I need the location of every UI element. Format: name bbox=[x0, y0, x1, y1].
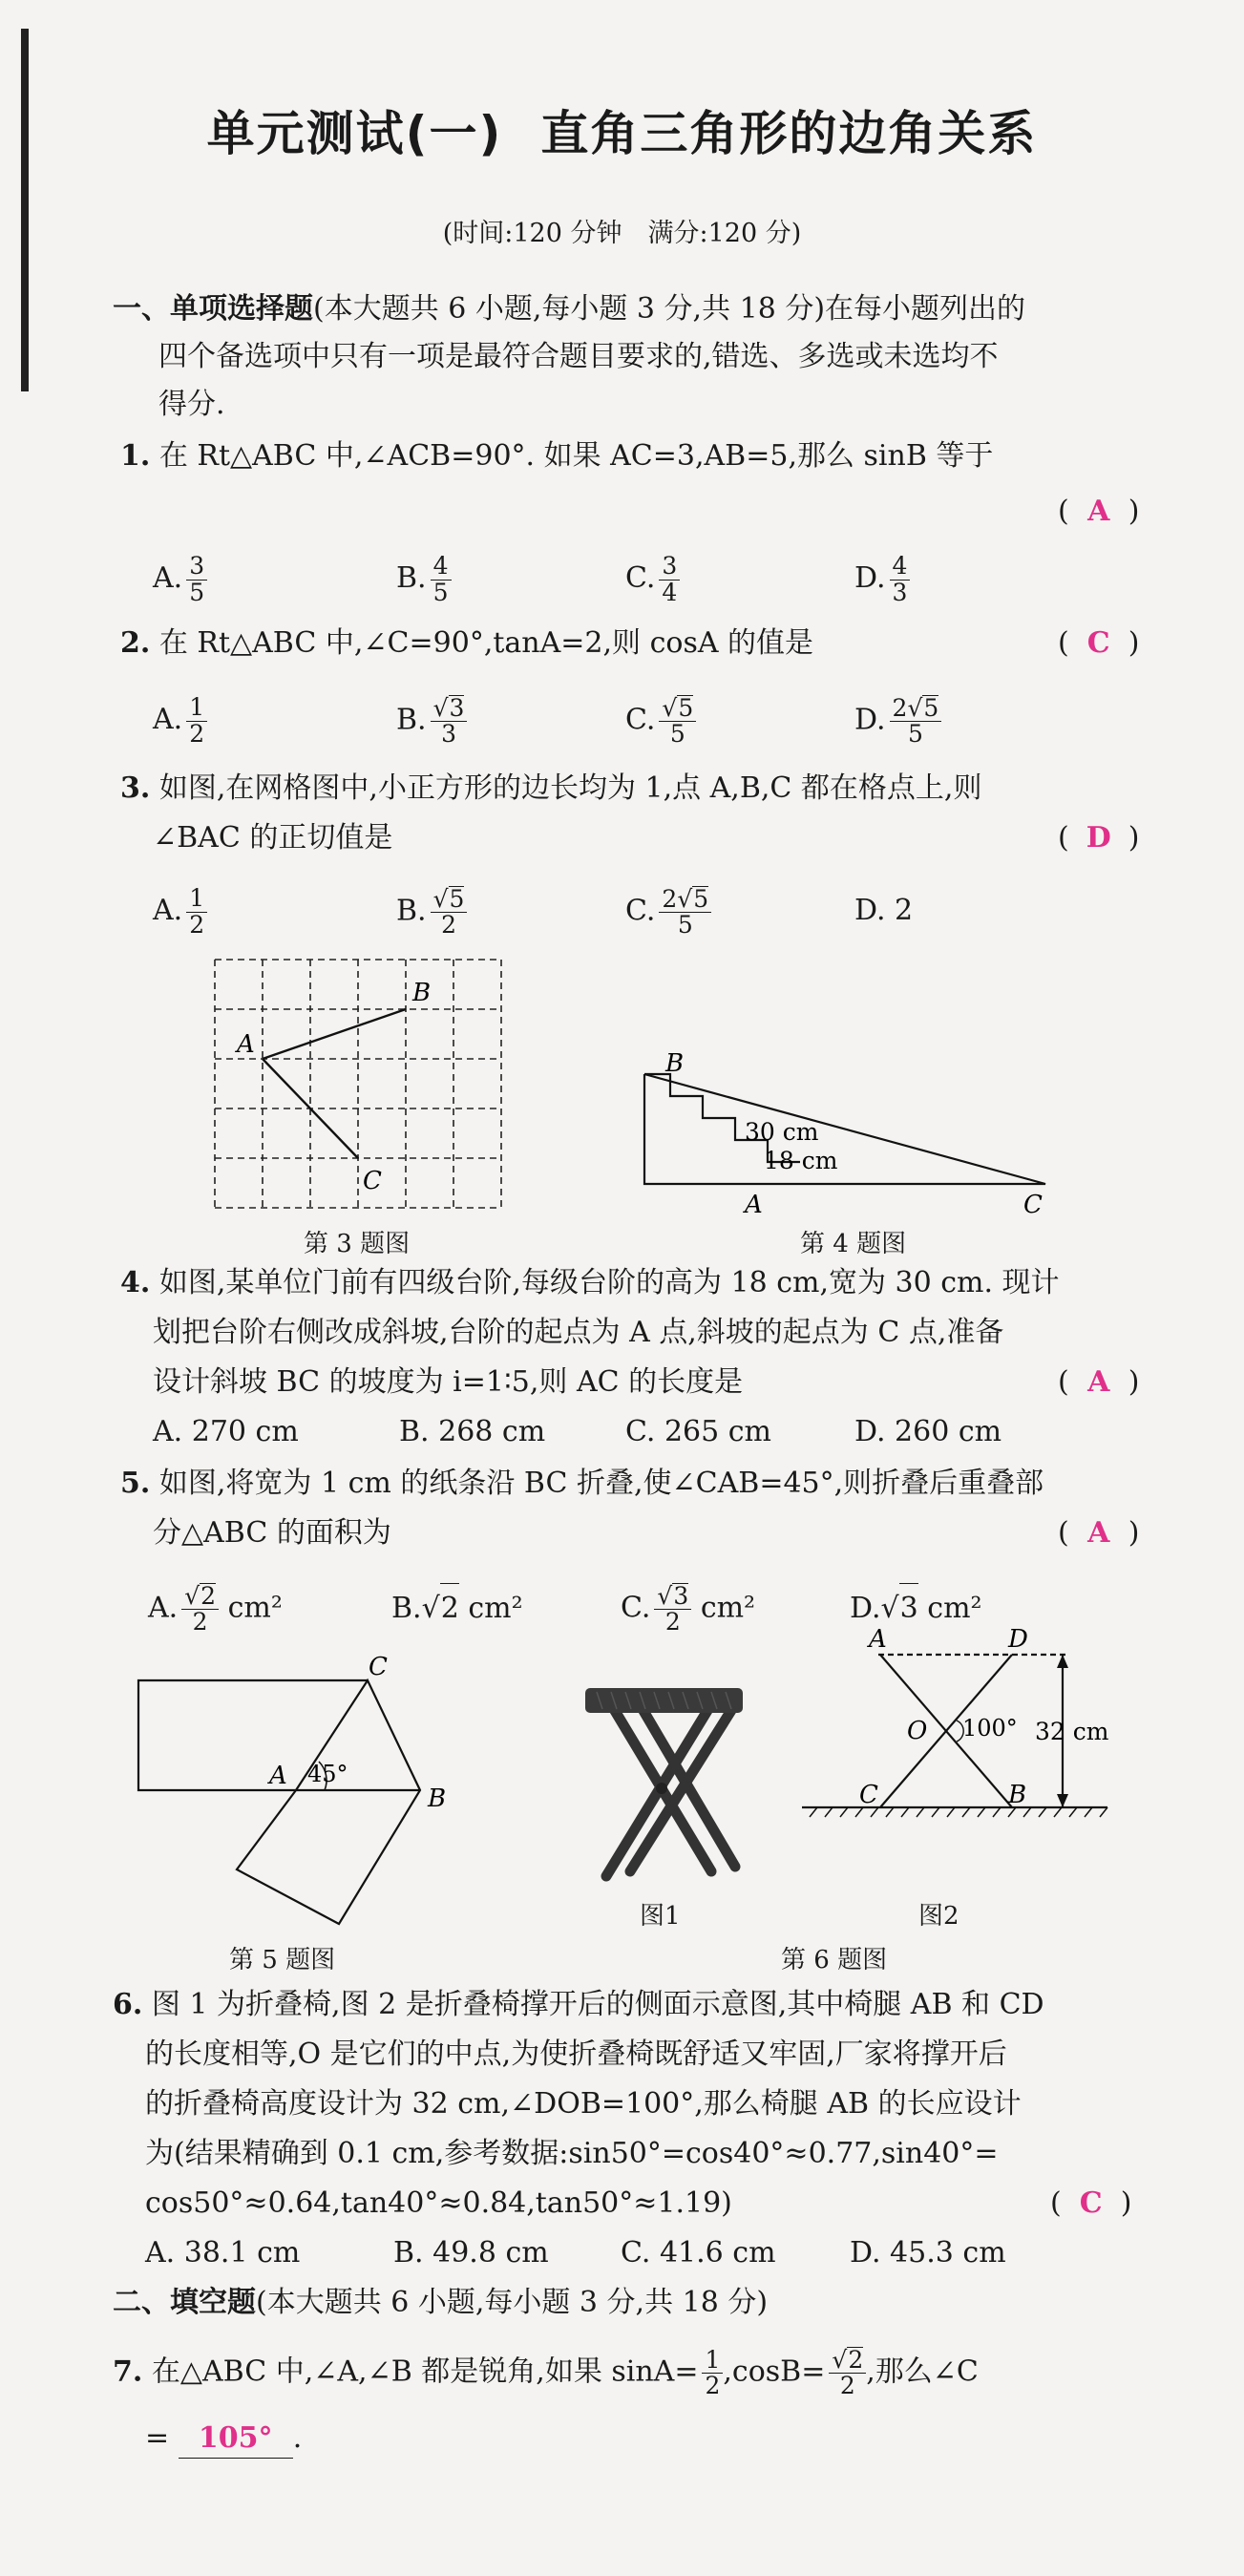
q3-option-c: C. $\frac{2√5}{5}$ bbox=[625, 886, 711, 939]
q4-text: 如图,某单位门前有四级台阶,每级台阶的高为 18 cm,宽为 30 cm. 现计 bbox=[158, 1266, 1060, 1299]
q5-number: 5. bbox=[120, 1467, 151, 1500]
fig3-label-a: A bbox=[237, 1030, 255, 1059]
fig4-label-b: B bbox=[665, 1049, 685, 1078]
page-title bbox=[0, 95, 1244, 164]
q6-option-c: C. 41.6 cm bbox=[621, 2236, 776, 2270]
q4-option-c: C. 265 cm bbox=[625, 1415, 772, 1448]
q6-stem-line1 bbox=[113, 1980, 1044, 2030]
q5-stem-line2: 分△ABC 的面积为 bbox=[153, 1516, 391, 1550]
q4-option-d: D. 260 cm bbox=[854, 1415, 1002, 1448]
q1-option-c: C. $\frac{3}{4}$ bbox=[625, 554, 680, 605]
q6-stem-line2: 的长度相等,O 是它们的中点,为使折叠椅既舒适又牢固,厂家将撑开后 bbox=[145, 2038, 1007, 2071]
q6-option-d: D. 45.3 cm bbox=[850, 2236, 1006, 2270]
fig6-caption: 第 6 题图 bbox=[781, 1946, 888, 1974]
fig4-height-label: 18 cm bbox=[764, 1147, 838, 1174]
fig3-label-c: C bbox=[363, 1167, 382, 1195]
q7-answer-blank: 105° bbox=[179, 2419, 293, 2459]
section2-heading: 二、填空题 bbox=[113, 2286, 256, 2319]
figure-4-steps bbox=[630, 1049, 1060, 1219]
q2-option-d: D. $\frac{2√5}{5}$ bbox=[854, 695, 941, 748]
figure-3-grid bbox=[210, 955, 516, 1213]
q4-option-b: B. 268 cm bbox=[399, 1415, 546, 1448]
q5-stem-line1 bbox=[120, 1459, 1044, 1509]
q5-option-c: C. $\frac{√3}{2}$ cm² bbox=[621, 1582, 756, 1636]
fig5-caption: 第 5 题图 bbox=[229, 1946, 336, 1974]
fig6-image2-caption: 图2 bbox=[918, 1902, 959, 1931]
section1-header bbox=[113, 285, 1025, 334]
fig5-label-c: C bbox=[369, 1653, 388, 1681]
q1-answer-value: A bbox=[1087, 495, 1110, 528]
q1-stem bbox=[120, 432, 993, 481]
fig5-angle: 45° bbox=[307, 1761, 348, 1787]
q3-answer-value: D bbox=[1086, 821, 1111, 855]
q5-option-a: A. $\frac{√2}{2}$ cm² bbox=[148, 1582, 283, 1636]
figure-6-schematic bbox=[792, 1625, 1109, 1862]
q4-option-a: A. 270 cm bbox=[153, 1415, 299, 1448]
q3-stem-line2: ∠BAC 的正切值是 bbox=[153, 821, 393, 855]
q6-option-b: B. 49.8 cm bbox=[393, 2236, 549, 2270]
folding-chair-photo bbox=[568, 1680, 759, 1900]
q6-option-a: A. 38.1 cm bbox=[145, 2236, 301, 2270]
q2-number: 2. bbox=[120, 626, 151, 660]
fig6-height: 32 cm bbox=[1035, 1718, 1109, 1745]
q4-stem-line3: 设计斜坡 BC 的坡度为 i=1∶5,则 AC 的长度是 bbox=[153, 1365, 744, 1399]
title-part-1: 单元测试(一) bbox=[206, 106, 503, 161]
q7-answer-line: = 105° . bbox=[145, 2414, 302, 2463]
section1-heading: 一、单项选择题 bbox=[113, 292, 313, 326]
q6-answer-value: C bbox=[1079, 2186, 1103, 2220]
q5-answer: ( A ) bbox=[1058, 1509, 1139, 1558]
q7-number: 7. bbox=[113, 2354, 143, 2389]
q6-stem-line3: 的折叠椅高度设计为 32 cm,∠DOB=100°,那么椅腿 AB 的长应设计 bbox=[145, 2087, 1022, 2121]
q4-answer: ( A ) bbox=[1058, 1358, 1139, 1407]
fig6-image1-caption: 图1 bbox=[640, 1902, 681, 1931]
q2-option-b: B. $\frac{√3}{3}$ bbox=[396, 695, 467, 748]
q2-text: 在 Rt△ABC 中,∠C=90°,tanA=2,则 cosA 的值是 bbox=[158, 626, 814, 660]
fig3-label-b: B bbox=[412, 979, 432, 1007]
q5-option-b: B.√2 cm² bbox=[391, 1583, 523, 1634]
q1-option-b: B. $\frac{4}{5}$ bbox=[396, 554, 452, 605]
fig6-label-o: O bbox=[907, 1717, 928, 1745]
q3-option-d: D. 2 bbox=[854, 894, 914, 927]
fig4-width-label: 30 cm bbox=[745, 1118, 819, 1146]
q1-option-d: D. $\frac{4}{3}$ bbox=[854, 554, 910, 605]
q7-text-mid: ,cosB= bbox=[723, 2354, 826, 2389]
section1-line2: 四个备选项中只有一项是最符合题目要求的,错选、多选或未选均不 bbox=[158, 340, 999, 373]
exam-info: (时间:120 分钟 满分:120 分) bbox=[442, 219, 802, 248]
fig6-label-c: C bbox=[859, 1781, 878, 1809]
fig6-label-a: A bbox=[869, 1625, 887, 1654]
q3-option-a: A. $\frac{1}{2}$ bbox=[153, 886, 207, 938]
q7-stem: 7. 在△ABC 中,∠A,∠B 都是锐角,如果 sinA= $\frac{1}{2}$ ,cosB= $\frac{√2}{2}$ ,那么∠C bbox=[113, 2345, 979, 2400]
q3-number: 3. bbox=[120, 771, 151, 805]
q5-text: 如图,将宽为 1 cm 的纸条沿 BC 折叠,使∠CAB=45°,则折叠后重叠部 bbox=[158, 1467, 1044, 1500]
q4-stem-line1 bbox=[120, 1258, 1060, 1308]
q3-stem-line1 bbox=[120, 764, 981, 813]
q1-option-a: A. $\frac{3}{5}$ bbox=[153, 554, 207, 605]
q3-option-b: B. $\frac{√5}{2}$ bbox=[396, 886, 467, 939]
q5-answer-value: A bbox=[1087, 1516, 1110, 1550]
title-part-2: 直角三角形的边角关系 bbox=[540, 106, 1038, 161]
fig6-label-d: D bbox=[1008, 1625, 1028, 1654]
q4-number: 4. bbox=[120, 1266, 151, 1299]
q2-option-a: A. $\frac{1}{2}$ bbox=[153, 695, 207, 747]
q3-text: 如图,在网格图中,小正方形的边长均为 1,点 A,B,C 都在格点上,则 bbox=[158, 771, 982, 805]
q6-stem-line4: 为(结果精确到 0.1 cm,参考数据:sin50°=cos40°≈0.77,sin40°= bbox=[145, 2137, 999, 2170]
fig5-label-b: B bbox=[428, 1784, 447, 1813]
q6-answer: ( C ) bbox=[1050, 2179, 1131, 2228]
fig5-label-a: A bbox=[269, 1762, 287, 1790]
q6-stem-line5: cos50°≈0.64,tan40°≈0.84,tan50°≈1.19) bbox=[145, 2186, 732, 2220]
section1-line3: 得分. bbox=[158, 388, 225, 421]
q4-stem-line2: 划把台阶右侧改成斜坡,台阶的起点为 A 点,斜坡的起点为 C 点,准备 bbox=[153, 1316, 1004, 1349]
fig4-label-c: C bbox=[1023, 1191, 1043, 1219]
section1-note: (本大题共 6 小题,每小题 3 分,共 18 分)在每小题列出的 bbox=[313, 292, 1026, 326]
fig6-label-b: B bbox=[1008, 1781, 1027, 1809]
q2-answer-value: C bbox=[1086, 626, 1110, 660]
q5-option-d: D.√3 cm² bbox=[850, 1583, 982, 1634]
q1-answer: ( A ) bbox=[1058, 487, 1139, 537]
q7-text-pre: 在△ABC 中,∠A,∠B 都是锐角,如果 sinA= bbox=[151, 2354, 699, 2389]
q2-answer: ( C ) bbox=[1058, 619, 1139, 668]
fig3-caption: 第 3 题图 bbox=[304, 1230, 411, 1258]
q1-text: 在 Rt△ABC 中,∠ACB=90°. 如果 AC=3,AB=5,那么 sinB 等于 bbox=[158, 439, 994, 473]
section2-header bbox=[113, 2278, 768, 2328]
q7-text-post: ,那么∠C bbox=[866, 2354, 979, 2389]
fig6-angle: 100° bbox=[962, 1715, 1018, 1742]
q2-option-c: C. $\frac{√5}{5}$ bbox=[625, 695, 696, 748]
q2-stem bbox=[120, 619, 813, 668]
q6-number: 6. bbox=[113, 1988, 143, 2021]
figure-5-folded-strip bbox=[134, 1653, 477, 1929]
binding-edge bbox=[21, 29, 29, 391]
fig4-label-a: A bbox=[745, 1191, 763, 1219]
section2-note: (本大题共 6 小题,每小题 3 分,共 18 分) bbox=[256, 2286, 769, 2319]
q4-answer-value: A bbox=[1087, 1365, 1110, 1399]
q1-number: 1. bbox=[120, 439, 151, 473]
q3-answer: ( D ) bbox=[1058, 813, 1139, 863]
q6-text: 图 1 为折叠椅,图 2 是折叠椅撑开后的侧面示意图,其中椅腿 AB 和 CD bbox=[151, 1988, 1044, 2021]
fig4-caption: 第 4 题图 bbox=[800, 1230, 907, 1258]
